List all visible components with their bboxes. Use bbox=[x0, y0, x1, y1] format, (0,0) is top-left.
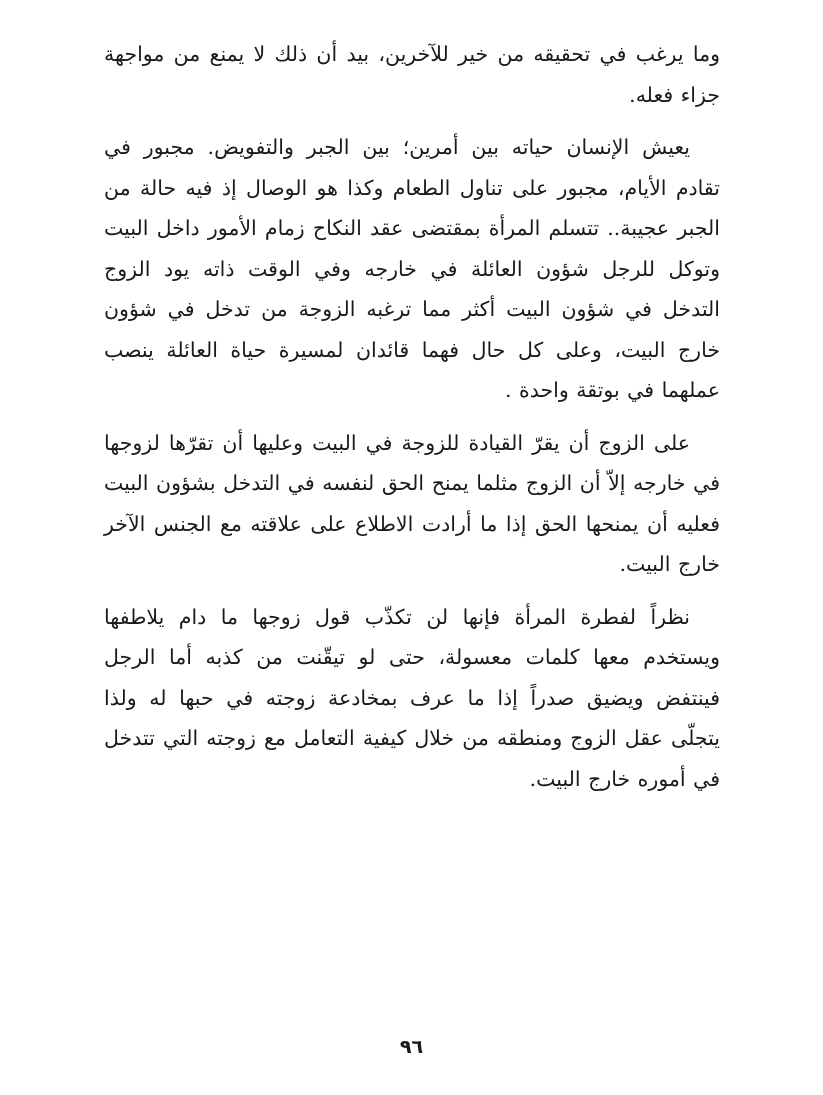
paragraph-continuation: وما يرغب في تحقيقه من خير للآخرين، بيد أن ذلك لا يمنع من مواجهة جزاء فعله. bbox=[104, 42, 720, 107]
paragraph-woman-nature: نظراً لفطرة المرأة فإنها لن تكذّب قول زوجها ما دام يلاطفها ويستخدم معها كلمات معسولة، حتى لو تيقّنت من كذبه أما الرجل فينتفض ويضيق صدراً إذا ما عرف بمخادعة زوجته في حبها له ولذا يتجلّى عقل الزوج ومنطقه من خلال كيفية التعامل مع زوجته التي تتدخل في أموره خارج البيت. bbox=[104, 604, 720, 791]
page-text-body bbox=[104, 34, 720, 811]
paragraph-jabr-tafwid: يعيش الإنسان حياته بين أمرين؛ بين الجبر والتفويض. مجبور في تقادم الأيام، مجبور على تناول الطعام وكذا هو الوصال إذ فيه حالة من الجبر عجيبة.. تتسلم المرأة بمقتضى عقد النكاح زمام الأمور داخل البيت وتوكل للرجل شؤون العائلة في خارجه وفي الوقت ذاته يود الزوج التدخل في شؤون البيت أكثر مما ترغبه الزوجة من تدخل في شؤون خارج البيت، وعلى كل حال فهما قائدان لمسيرة حياة العائلة ينصب عملهما في بوتقة واحدة . bbox=[104, 135, 720, 402]
page-number: ٩٦ bbox=[399, 1036, 424, 1058]
paragraph-leadership: على الزوج أن يقرّ القيادة للزوجة في البيت وعليها أن تقرّها لزوجها في خارجه إلاّ أن الزوج مثلما يمنح الحق لنفسه في التدخل بشؤون البيت فعليه أن يمنحها الحق إذا ما أرادت الاطلاع على علاقته مع الجنس الآخر خارج البيت. bbox=[104, 430, 720, 576]
